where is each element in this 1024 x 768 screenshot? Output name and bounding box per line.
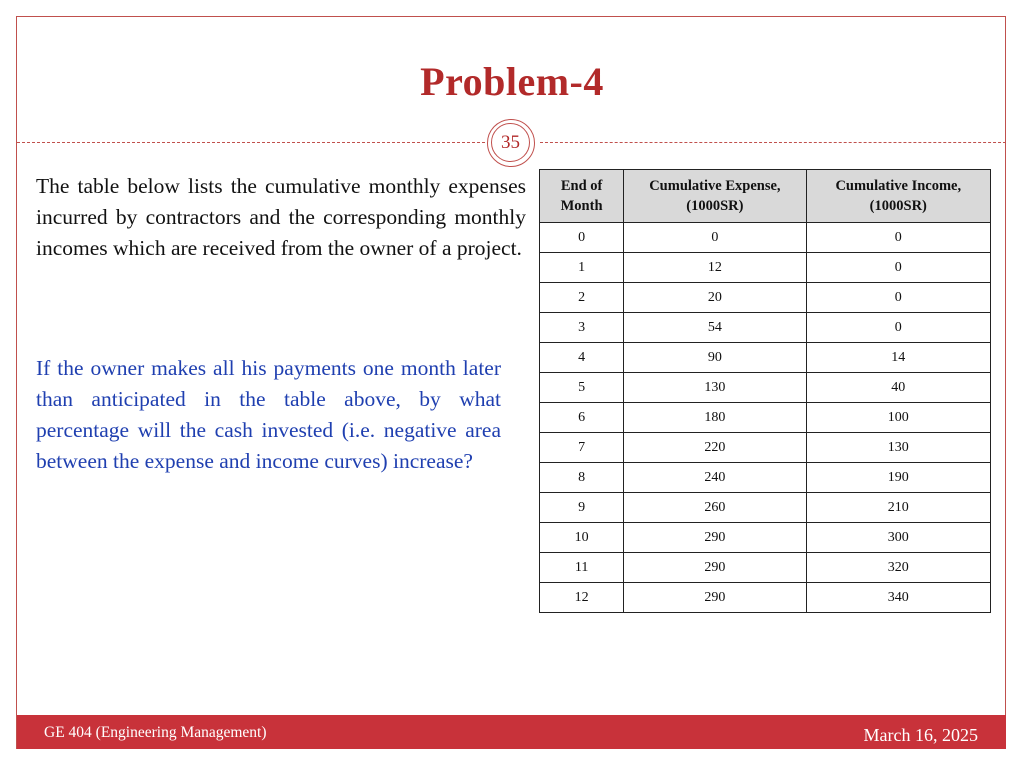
question-paragraph: If the owner makes all his payments one month later than anticipated in the table above, by what percentage will the cash invested (i.e. negative area between the expense and income curves) increase? — [36, 356, 501, 473]
header-end-of-month — [540, 170, 624, 223]
cell-month: 11 — [540, 553, 624, 583]
cell-month: 0 — [540, 223, 624, 253]
table-row — [540, 553, 991, 583]
cell-month: 8 — [540, 463, 624, 493]
footer-date: March 16, 2025 — [863, 725, 978, 745]
table-row — [540, 493, 991, 523]
cell-expense: 180 — [624, 403, 806, 433]
header-line: End of — [560, 178, 603, 194]
table-row — [540, 253, 991, 283]
table-header-row — [540, 170, 991, 223]
cell-expense: 20 — [624, 283, 806, 313]
header-line: (1000SR) — [686, 198, 744, 214]
cell-month: 5 — [540, 373, 624, 403]
cell-income: 0 — [806, 223, 990, 253]
cell-income: 210 — [806, 493, 990, 523]
table-row — [540, 283, 991, 313]
table-row — [540, 403, 991, 433]
table-row — [540, 343, 991, 373]
cell-expense: 290 — [624, 583, 806, 613]
table-row — [540, 583, 991, 613]
cell-income: 190 — [806, 463, 990, 493]
cell-month: 2 — [540, 283, 624, 313]
cell-income: 40 — [806, 373, 990, 403]
cell-income: 14 — [806, 343, 990, 373]
cell-income: 0 — [806, 253, 990, 283]
page-number: 35 — [491, 123, 530, 162]
page-number-badge — [487, 119, 535, 167]
cell-month: 1 — [540, 253, 624, 283]
table-row — [540, 223, 991, 253]
header-cumulative-income — [806, 170, 990, 223]
header-line: Month — [560, 198, 603, 214]
footer-bar — [17, 715, 1006, 749]
cell-expense: 130 — [624, 373, 806, 403]
cell-income: 320 — [806, 553, 990, 583]
table-row — [540, 313, 991, 343]
cell-income: 340 — [806, 583, 990, 613]
cell-month: 10 — [540, 523, 624, 553]
cell-month: 12 — [540, 583, 624, 613]
table-row — [540, 463, 991, 493]
cell-expense: 240 — [624, 463, 806, 493]
cell-expense: 12 — [624, 253, 806, 283]
cell-income: 100 — [806, 403, 990, 433]
cell-income: 0 — [806, 283, 990, 313]
table-row — [540, 523, 991, 553]
title-divider-left — [17, 142, 485, 143]
cell-income: 300 — [806, 523, 990, 553]
cell-month: 7 — [540, 433, 624, 463]
cash-flow-table — [539, 169, 991, 613]
cell-income: 130 — [806, 433, 990, 463]
cell-expense: 220 — [624, 433, 806, 463]
slide-title: Problem-4 — [420, 59, 604, 104]
cell-expense: 260 — [624, 493, 806, 523]
cell-expense: 90 — [624, 343, 806, 373]
table-row — [540, 433, 991, 463]
header-cumulative-expense — [624, 170, 806, 223]
cell-month: 3 — [540, 313, 624, 343]
header-line: (1000SR) — [869, 198, 927, 214]
header-line: Cumulative Expense, — [649, 178, 781, 194]
header-line: Cumulative Income, — [835, 178, 962, 194]
cell-expense: 290 — [624, 553, 806, 583]
cell-month: 9 — [540, 493, 624, 523]
cell-month: 4 — [540, 343, 624, 373]
footer-course: GE 404 (Engineering Management) — [44, 724, 267, 741]
table-row — [540, 373, 991, 403]
cell-expense: 0 — [624, 223, 806, 253]
cell-expense: 290 — [624, 523, 806, 553]
title-divider-right — [540, 142, 1006, 143]
cell-month: 6 — [540, 403, 624, 433]
intro-paragraph: The table below lists the cumulative monthly expenses incurred by contractors and the corresponding monthly incomes which are received from the owner of a project. — [36, 174, 526, 260]
cell-income: 0 — [806, 313, 990, 343]
cell-expense: 54 — [624, 313, 806, 343]
